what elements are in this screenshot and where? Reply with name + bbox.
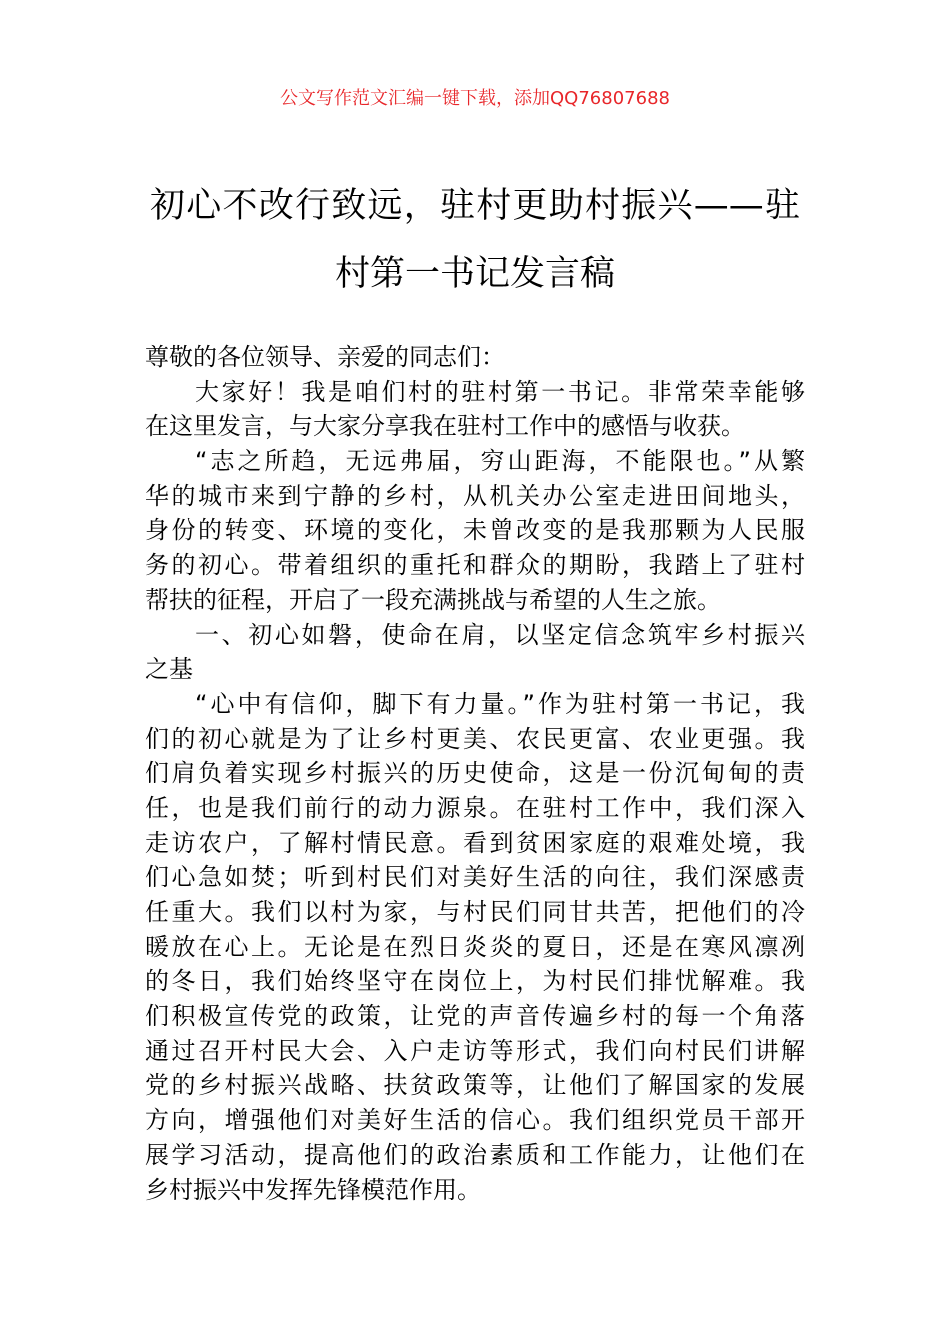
- text-line: 华的城市来到宁静的乡村，从机关办公室走进田间地头，: [145, 481, 805, 510]
- text-line: 们积极宣传党的政策，让党的声音传遍乡村的每一个角落: [145, 1002, 805, 1031]
- section-heading: 一、初心如磐，使命在肩，以坚定信念筑牢乡村振兴: [195, 620, 805, 649]
- text-line: 方向，增强他们对美好生活的信心。我们组织党员干部开: [145, 1106, 805, 1135]
- text-line: 务的初心。带着组织的重托和群众的期盼，我踏上了驻村: [145, 551, 805, 580]
- text-line: 们心急如焚；听到村民们对美好生活的向往，我们深感责: [145, 863, 805, 892]
- promo-header: 公文写作范文汇编一键下载，添加QQ76807688: [280, 88, 670, 109]
- text-line: 在这里发言，与大家分享我在驻村工作中的感悟与收获。: [145, 412, 745, 441]
- text-line: 乡村振兴中发挥先锋模范作用。: [145, 1175, 481, 1204]
- text-line: 们的初心就是为了让乡村更美、农民更富、农业更强。我: [145, 724, 805, 753]
- text-line: 任，也是我们前行的动力源泉。在驻村工作中，我们深入: [145, 793, 805, 822]
- document-title-line-2: 村第一书记发言稿: [334, 254, 615, 294]
- document-title-line-1: 初心不改行致远，驻村更助村振兴——驻: [150, 186, 800, 226]
- text-line: 暖放在心上。无论是在烈日炎炎的夏日，还是在寒风凛冽: [145, 932, 805, 961]
- text-line: 展学习活动，提高他们的政治素质和工作能力，让他们在: [145, 1140, 805, 1169]
- text-line: 任重大。我们以村为家，与村民们同甘共苦，把他们的冷: [145, 898, 805, 926]
- text-line: 们肩负着实现乡村振兴的历史使命，这是一份沉甸甸的责: [145, 759, 805, 788]
- text-line: 身份的转变、环境的变化，未曾改变的是我那颗为人民服: [145, 516, 805, 545]
- text-line: 走访农户，了解村情民意。看到贫困家庭的艰难处境，我: [145, 828, 805, 857]
- text-line: 通过召开村民大会、入户走访等形式，我们向村民们讲解: [145, 1036, 805, 1065]
- text-line: “心中有信仰，脚下有力量。”作为驻村第一书记，我: [195, 689, 805, 718]
- text-line: 大家好！我是咱们村的驻村第一书记。非常荣幸能够: [195, 377, 805, 406]
- salutation: 尊敬的各位领导、亲爱的同志们：: [145, 343, 505, 371]
- section-heading: 之基: [145, 655, 193, 684]
- text-line: “志之所趋，无远弗届，穷山距海，不能限也。”从繁: [195, 447, 805, 476]
- text-line: 帮扶的征程，开启了一段充满挑战与希望的人生之旅。: [145, 585, 721, 614]
- text-line: 的冬日，我们始终坚守在岗位上，为村民们排忧解难。我: [145, 967, 805, 996]
- text-line: 党的乡村振兴战略、扶贫政策等，让他们了解国家的发展: [145, 1071, 805, 1100]
- document-body: [145, 340, 805, 1207]
